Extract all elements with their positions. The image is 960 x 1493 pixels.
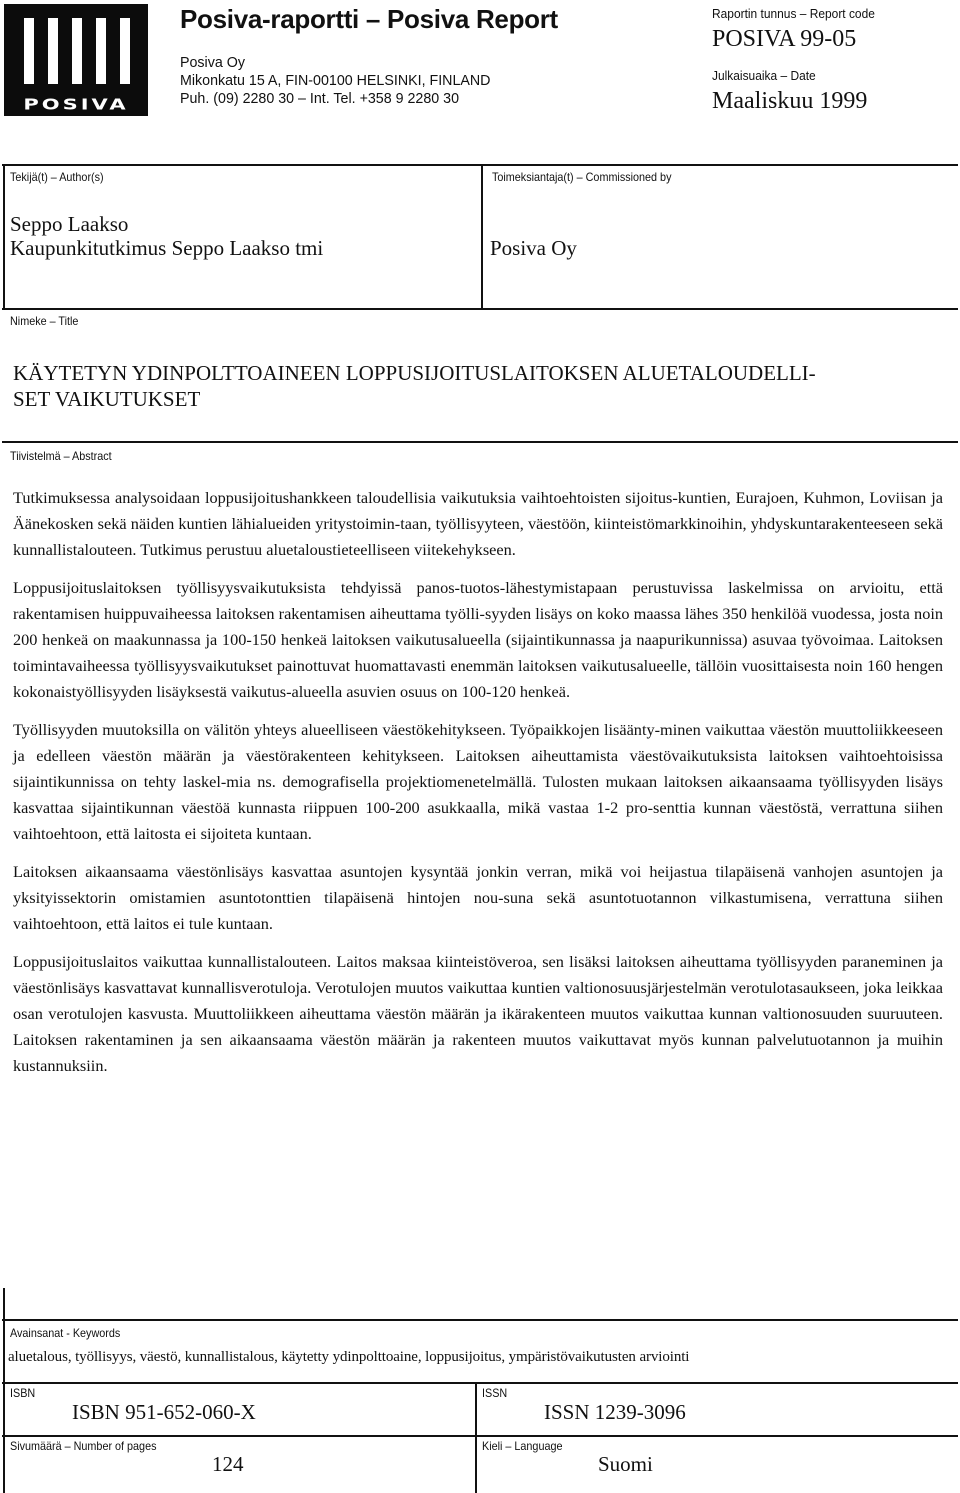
language-value: Suomi (598, 1452, 653, 1476)
report-title-line-1: KÄYTETYN YDINPOLTTOAINEEN LOPPUSIJOITUSLAITOKSEN ALUETALOUDELLI- (13, 361, 816, 385)
commissioned-name: Posiva Oy (490, 236, 577, 260)
publication-date: Maaliskuu 1999 (712, 88, 868, 114)
divider-title (2, 308, 958, 310)
publisher-phone: Puh. (09) 2280 30 – Int. Tel. +358 9 2280 30 (180, 90, 460, 107)
abstract-paragraph: Loppusijoituslaitos vaikuttaa kunnallistalouteen. Laitos maksaa kiinteistöveroa, sen lisäksi laitoksen aiheuttama työllisyyden paraneminen ja väestönlisäys kasvattavat kunnallisverotuloja. Verotulojen muutos vaikuttaa kuntien valtionosuusjärjestelmän verotulotasaukseen, joka leikkaa osan verotulojen kasvusta. Muuttoliikkeen aiheuttama väestön määrän ja ikärakenteen muutos vaikuttaa kunnan valtionosuuden suuruuteen. Laitoksen rakentaminen ja sen aikaansaama väestön määrän ja rakenteen muutos vaikuttavat myös kunnan palvelutuotannon ja muihin kustannuksiin. (13, 952, 943, 1075)
divider-mid-footer (475, 1382, 477, 1493)
report-title-line-2: SET VAIKUTUKSET (13, 387, 201, 411)
isbn-value: ISBN 951-652-060-X (72, 1400, 256, 1424)
issn-value: ISSN 1239-3096 (544, 1400, 686, 1424)
author-affiliation: Kaupunkitutkimus Seppo Laakso tmi (10, 236, 324, 260)
abstract-label: Tiivistelmä – Abstract (10, 449, 112, 463)
report-code-label: Raportin tunnus – Report code (712, 6, 875, 21)
date-label: Julkaisuaika – Date (712, 68, 816, 83)
abstract-paragraph: Loppusijoituslaitoksen työllisyysvaikutuksista tehdyissä panos-tuotos-lähestymistapaan perustuvissa laskelmissa on arvioitu, että rakentamisen huippuvaiheessa laitoksen rakentamisen aiheuttama työlli-syyden lisäys on koko maassa lähes 350 henkilöä vuodessa, josta noin 200 henkeä on maakunnassa ja 100-150 henkeä laitoksen vaikutusalueella (sijaintikunnassa ja naapurikunnissa) asuvaa työvoimaa. Laitoksen toimintavaiheessa työllisyysvaikutukset painottuvat huomattavasti enemmän laitoksen vaikutusalueelle, tällöin vuosittaisesta noin 160 hengen kokonaistyöllisyyden lisäyksestä vaikutus-alueella asuvien osuus on 100-120 henkeä. (13, 578, 943, 701)
divider-mid-authors (481, 164, 483, 310)
language-label: Kieli – Language (482, 1439, 563, 1453)
abstract-paragraph: Työllisyyden muutoksilla on välitön yhteys alueelliseen väestökehitykseen. Työpaikkojen lisäänty-minen vaikuttaa väestön muuttoliikkeeseen ja edelleen väestön määrän ja väestörakenteen kehitykseen. Laitoksen aiheuttamista väestövaikutuksista laitoksen vaihtoehtoisissa sijaintikunnissa on tehty laskel-mia ns. demografisella projektiomenetelmällä. Tulosten mukaan laitoksen aikaansaama työllisyyden lisäys kasvattaa sijaintikunnan väestöä kunnasta riippuen 100-200 asukkaalla, mikä vastaa 1-2 pro-senttia kunnan väestöstä, verrattuna siihen vaihtoehtoon, että laitosta ei sijoiteta kuntaan. (13, 720, 943, 843)
title-label: Nimeke – Title (10, 314, 79, 328)
publisher-name: Posiva Oy (180, 54, 245, 71)
divider-pages (2, 1435, 958, 1437)
abstract-paragraph: Tutkimuksessa analysoidaan loppusijoitushankkeen taloudellisia vaikutuksia vaihtoehtoisten sijoitus-kuntien, Eurajoen, Kuhmon, Loviisan ja Äänekosken sekä näiden kuntien lähialueiden yritystoimin-taan, työllisyyteen, väestöön, kiinteistömarkkinoihin, yhdyskuntarakenteeseen sekä kunnallistalouteen. Tutkimus perustuu aluetaloustieteelliseen viitekehykseen. (13, 488, 943, 559)
abstract-paragraph: Laitoksen aikaansaama väestönlisäys kasvattaa asuntojen kysyntää jonkin verran, mikä voi heijastua tilapäisenä vanhojen asuntojen ja yksityissektorin omistamien asuntotonttien tilapäisenä hintojen nou-suna sekä asuntotuotannon vilkastumisena, verrattuna siihen vaihtoehtoon, että laitos ei tule kuntaan. (13, 862, 943, 933)
author-name: Seppo Laakso (10, 212, 129, 236)
divider-top (2, 164, 958, 166)
divider-abstract (2, 441, 958, 443)
pages-value: 124 (212, 1452, 244, 1476)
authors-label: Tekijä(t) – Author(s) (10, 170, 104, 184)
commissioned-label: Toimeksiantaja(t) – Commissioned by (492, 170, 672, 184)
divider-isbn (2, 1382, 958, 1384)
divider-keywords (2, 1319, 958, 1321)
abstract-body (13, 485, 943, 1091)
keywords-label: Avainsanat - Keywords (10, 1326, 121, 1340)
divider-left-authors (3, 164, 5, 310)
publisher-address: Mikonkatu 15 A, FIN-00100 HELSINKI, FINLAND (180, 72, 491, 89)
pages-label: Sivumäärä – Number of pages (10, 1439, 157, 1453)
logo-wordmark: POSIVA (23, 95, 129, 113)
keywords-value: aluetalous, työllisyys, väestö, kunnallistalous, käytetty ydinpolttoaine, loppusijoitus, ympäristövaikutusten arviointi (8, 1349, 690, 1365)
report-code: POSIVA 99-05 (712, 26, 857, 52)
report-title (13, 360, 943, 412)
report-series-title: Posiva-raportti – Posiva Report (180, 4, 558, 34)
isbn-label: ISBN (10, 1386, 36, 1400)
issn-label: ISSN (482, 1386, 508, 1400)
posiva-logo (4, 4, 148, 116)
publisher-block (180, 54, 507, 108)
